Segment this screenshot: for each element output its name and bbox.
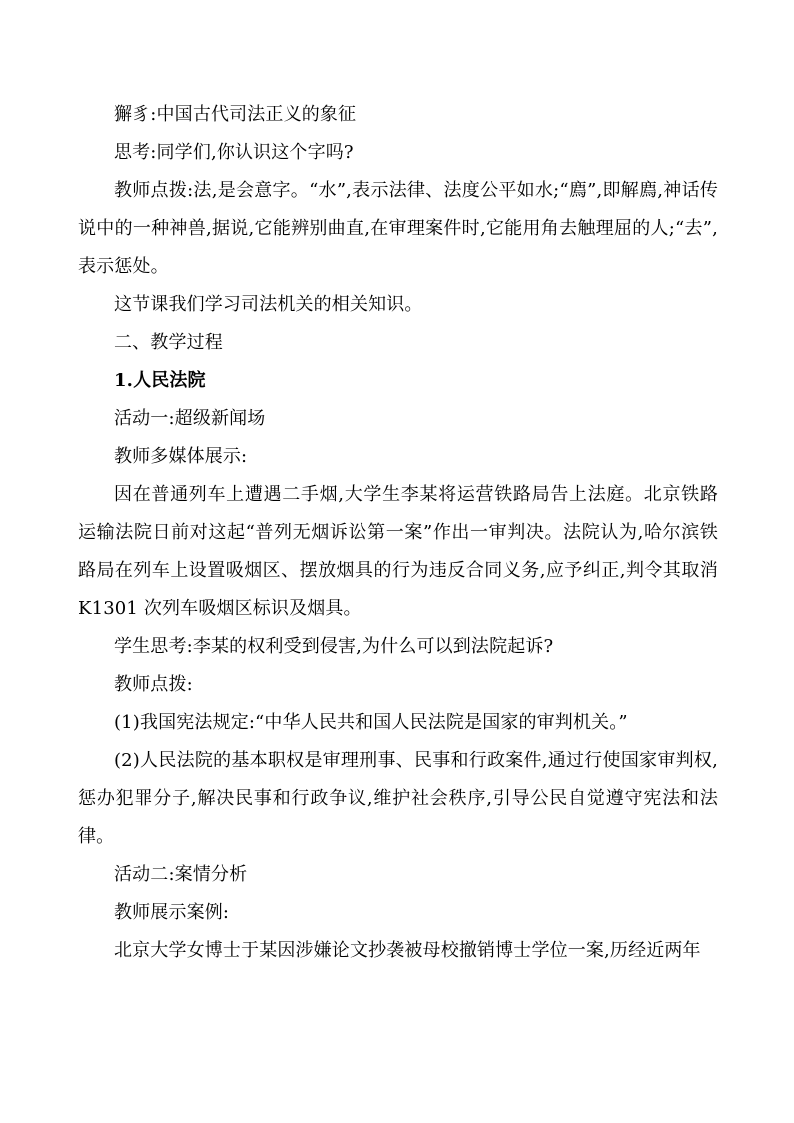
paragraph-point-1: (1)我国宪法规定:“中华人民共和国人民法院是国家的审判机关。” <box>114 712 628 733</box>
document-page <box>78 96 718 970</box>
paragraph-teacher-multimedia: 教师多媒体展示: <box>114 446 248 467</box>
paragraph-peking-university-case: 北京大学女博士于某因涉嫌论文抄袭被母校撤销博士学位一案,历经近两年 <box>114 940 701 961</box>
paragraph-activity-two: 活动二:案情分析 <box>114 864 248 885</box>
paragraph-news-case: 因在普通列车上遭遇二手烟,大学生李某将运营铁路局告上法庭。北京铁路运输法院日前对这起“普列无烟诉讼第一案”作出一审判决。法院认为,哈尔滨铁路局在列车上设置吸烟区、摆放烟具的行为违反合同义务,应予纠正,判令其取消K1301 次列车吸烟区标识及烟具。 <box>78 484 718 619</box>
paragraph-xiezhi-caption: 獬豸:中国古代司法正义的象征 <box>114 104 357 125</box>
paragraph-lesson-intro: 这节课我们学习司法机关的相关知识。 <box>114 294 423 315</box>
paragraph-student-think: 学生思考:李某的权利受到侵害,为什么可以到法院起诉? <box>114 636 554 657</box>
paragraph-teacher-case: 教师展示案例: <box>114 902 230 923</box>
subsection-heading-peoples-court: 1.人民法院 <box>114 370 206 391</box>
section-heading-teaching-process: 二、教学过程 <box>114 332 223 353</box>
paragraph-point-2: (2)人民法院的基本职权是审理刑事、民事和行政案件,通过行使国家审判权,惩办犯罪分子,解决民事和行政争议,维护社会秩序,引导公民自觉遵守宪法和法律。 <box>78 750 718 847</box>
paragraph-activity-one: 活动一:超级新闻场 <box>114 408 266 429</box>
paragraph-teacher-hint: 教师点拨: <box>114 674 193 695</box>
paragraph-think-question: 思考:同学们,你认识这个字吗? <box>114 142 354 163</box>
paragraph-teacher-hint-fa: 教师点拨:法,是会意字。“水”,表示法律、法度公平如水;“廌”,即解廌,神话传说中的一种神兽,据说,它能辨别曲直,在审理案件时,它能用角去触理屈的人;“去”,表示惩处。 <box>78 180 718 277</box>
